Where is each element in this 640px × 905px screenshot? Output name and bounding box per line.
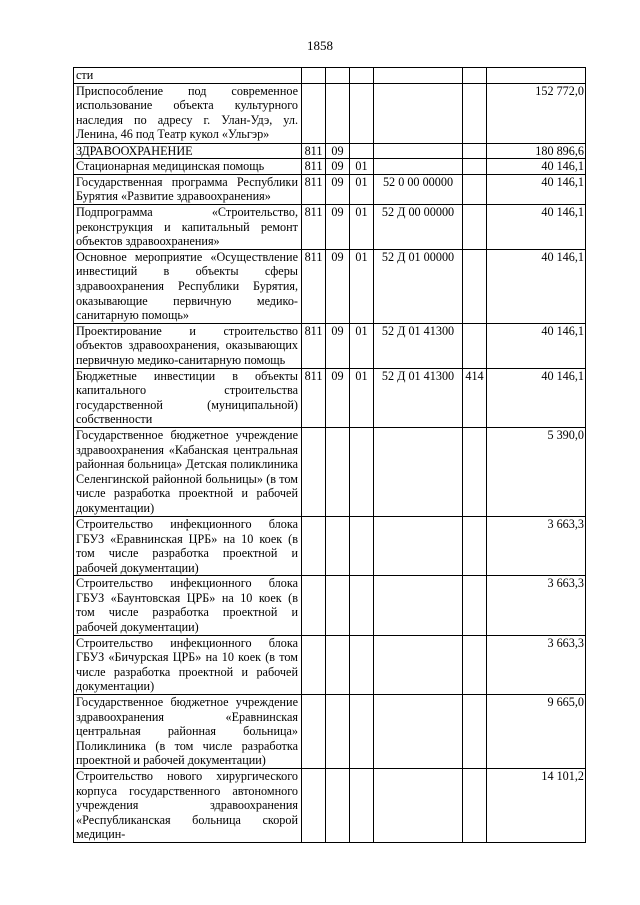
ministry-code xyxy=(302,427,326,516)
expense-type-code xyxy=(463,635,487,694)
budget-table xyxy=(73,67,586,843)
subsection-code xyxy=(350,576,374,635)
section-code xyxy=(326,516,350,575)
amount: 180 896,6 xyxy=(487,143,586,159)
row-name: Государственное бюджетное учреждение здравоохранения «Кабанская центральная районная больница» Детская поликлиника Селенгинской районной больницы» (в том числе разработка проектной и рабочей документации) xyxy=(74,427,302,516)
section-code xyxy=(326,427,350,516)
target-article-code xyxy=(374,516,463,575)
ministry-code: 811 xyxy=(302,159,326,175)
section-code: 09 xyxy=(326,204,350,249)
table-row xyxy=(74,769,586,843)
ministry-code: 811 xyxy=(302,368,326,427)
amount: 40 146,1 xyxy=(487,323,586,368)
subsection-code: 01 xyxy=(350,323,374,368)
target-article-code: 52 Д 00 00000 xyxy=(374,204,463,249)
row-name: Приспособление под современное использование объекта культурного наследия по адресу г. Улан-Удэ, ул. Ленина, 46 под Театр кукол «Ульгэр» xyxy=(74,83,302,143)
section-code xyxy=(326,635,350,694)
section-code: 09 xyxy=(326,323,350,368)
expense-type-code xyxy=(463,159,487,175)
section-code: 09 xyxy=(326,159,350,175)
section-code xyxy=(326,695,350,769)
table-row xyxy=(74,204,586,249)
table-row xyxy=(74,368,586,427)
subsection-code xyxy=(350,83,374,143)
subsection-code xyxy=(350,516,374,575)
row-name: Стационарная медицинская помощь xyxy=(74,159,302,175)
section-code: 09 xyxy=(326,143,350,159)
table-row xyxy=(74,68,586,84)
section-code: 09 xyxy=(326,249,350,323)
amount: 3 663,3 xyxy=(487,516,586,575)
row-name: Строительство инфекционного блока ГБУЗ «Бичурская ЦРБ» на 10 коек (в том числе разработка проектной и рабочей документации) xyxy=(74,635,302,694)
expense-type-code xyxy=(463,695,487,769)
target-article-code xyxy=(374,695,463,769)
expense-type-code: 414 xyxy=(463,368,487,427)
expense-type-code xyxy=(463,68,487,84)
amount: 3 663,3 xyxy=(487,576,586,635)
ministry-code xyxy=(302,576,326,635)
expense-type-code xyxy=(463,249,487,323)
ministry-code: 811 xyxy=(302,204,326,249)
subsection-code xyxy=(350,695,374,769)
amount: 40 146,1 xyxy=(487,249,586,323)
section-code: 09 xyxy=(326,368,350,427)
subsection-code: 01 xyxy=(350,204,374,249)
ministry-code xyxy=(302,769,326,843)
target-article-code xyxy=(374,83,463,143)
expense-type-code xyxy=(463,769,487,843)
amount: 5 390,0 xyxy=(487,427,586,516)
ministry-code: 811 xyxy=(302,249,326,323)
target-article-code xyxy=(374,143,463,159)
expense-type-code xyxy=(463,83,487,143)
table-row xyxy=(74,516,586,575)
amount: 152 772,0 xyxy=(487,83,586,143)
expense-type-code xyxy=(463,516,487,575)
ministry-code: 811 xyxy=(302,323,326,368)
target-article-code: 52 Д 01 00000 xyxy=(374,249,463,323)
table-row xyxy=(74,427,586,516)
table-row xyxy=(74,695,586,769)
row-name: Подпрограмма «Строительство, реконструкция и капитальный ремонт объектов здравоохранения» xyxy=(74,204,302,249)
subsection-code: 01 xyxy=(350,249,374,323)
target-article-code xyxy=(374,159,463,175)
amount: 9 665,0 xyxy=(487,695,586,769)
ministry-code xyxy=(302,635,326,694)
table-row xyxy=(74,159,586,175)
page-number: 1858 xyxy=(307,38,333,53)
amount: 40 146,1 xyxy=(487,368,586,427)
target-article-code xyxy=(374,576,463,635)
section-code xyxy=(326,68,350,84)
table-row xyxy=(74,323,586,368)
subsection-code: 01 xyxy=(350,174,374,204)
subsection-code: 01 xyxy=(350,368,374,427)
ministry-code xyxy=(302,83,326,143)
amount xyxy=(487,68,586,84)
subsection-code xyxy=(350,635,374,694)
section-code: 09 xyxy=(326,174,350,204)
ministry-code xyxy=(302,516,326,575)
expense-type-code xyxy=(463,174,487,204)
target-article-code xyxy=(374,427,463,516)
target-article-code xyxy=(374,68,463,84)
row-name: Проектирование и строительство объектов здравоохранения, оказывающих первичную медико-санитарную помощь xyxy=(74,323,302,368)
amount: 40 146,1 xyxy=(487,174,586,204)
subsection-code: 01 xyxy=(350,159,374,175)
subsection-code xyxy=(350,769,374,843)
amount: 3 663,3 xyxy=(487,635,586,694)
row-name: ЗДРАВООХРАНЕНИЕ xyxy=(74,143,302,159)
row-name: Основное мероприятие «Осуществление инвестиций в объекты сферы здравоохранения Республики Бурятия, оказывающие первичную медико-санитарную помощь» xyxy=(74,249,302,323)
target-article-code: 52 Д 01 41300 xyxy=(374,323,463,368)
table-row xyxy=(74,249,586,323)
ministry-code: 811 xyxy=(302,143,326,159)
row-name: сти xyxy=(74,68,302,84)
amount: 40 146,1 xyxy=(487,204,586,249)
row-name: Строительство инфекционного блока ГБУЗ «Баунтовская ЦРБ» на 10 коек (в том числе разработка проектной и рабочей документации) xyxy=(74,576,302,635)
table-body xyxy=(74,68,586,843)
expense-type-code xyxy=(463,204,487,249)
row-name: Строительство инфекционного блока ГБУЗ «Еравнинская ЦРБ» на 10 коек (в том числе разработка проектной и рабочей документации) xyxy=(74,516,302,575)
expense-type-code xyxy=(463,143,487,159)
subsection-code xyxy=(350,68,374,84)
row-name: Бюджетные инвестиции в объекты капитального строительства государственной (муниципальной) собственности xyxy=(74,368,302,427)
expense-type-code xyxy=(463,323,487,368)
expense-type-code xyxy=(463,427,487,516)
table-row xyxy=(74,635,586,694)
amount: 14 101,2 xyxy=(487,769,586,843)
section-code xyxy=(326,576,350,635)
row-name: Государственное бюджетное учреждение здравоохранения «Еравнинская центральная районная больница» Поликлиника (в том числе разработка проектной и рабочей документации) xyxy=(74,695,302,769)
section-code xyxy=(326,769,350,843)
target-article-code: 52 Д 01 41300 xyxy=(374,368,463,427)
subsection-code xyxy=(350,143,374,159)
table-row xyxy=(74,143,586,159)
row-name: Государственная программа Республики Бурятия «Развитие здравоохранения» xyxy=(74,174,302,204)
table-row xyxy=(74,576,586,635)
target-article-code xyxy=(374,635,463,694)
target-article-code xyxy=(374,769,463,843)
expense-type-code xyxy=(463,576,487,635)
ministry-code xyxy=(302,695,326,769)
ministry-code xyxy=(302,68,326,84)
section-code xyxy=(326,83,350,143)
ministry-code: 811 xyxy=(302,174,326,204)
table-row xyxy=(74,174,586,204)
amount: 40 146,1 xyxy=(487,159,586,175)
subsection-code xyxy=(350,427,374,516)
target-article-code: 52 0 00 00000 xyxy=(374,174,463,204)
row-name: Строительство нового хирургического корпуса государственного автономного учреждения здравоохранения «Республиканская больница скорой медицин- xyxy=(74,769,302,843)
table-row xyxy=(74,83,586,143)
